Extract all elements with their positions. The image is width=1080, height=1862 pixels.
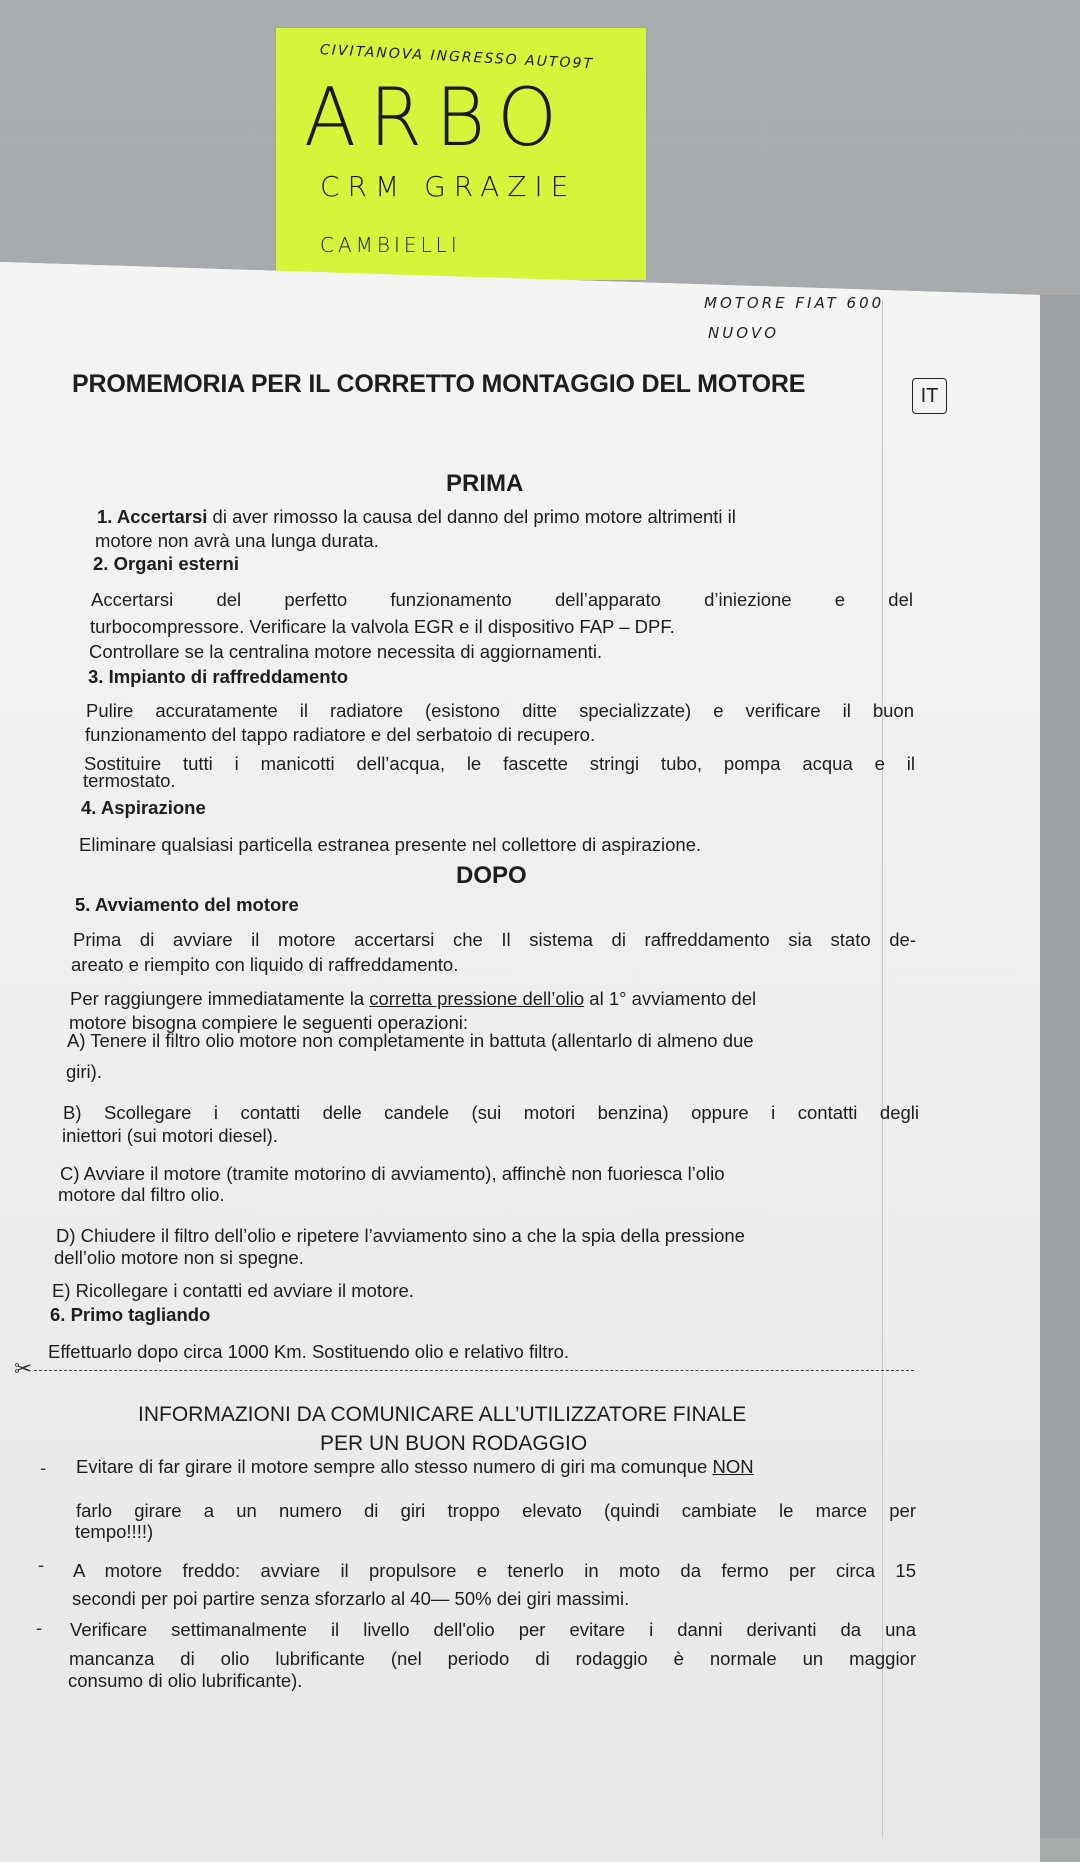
step-b-line1: B) Scollegare i contatti delle candele (sui motori benzina) oppure i contatti degli — [63, 1102, 919, 1123]
bullet2-line2: secondi per poi partire senza sforzarlo al 40— 50% dei giri massimi. — [72, 1588, 630, 1609]
item5-heading: 5. Avviamento del motore — [75, 894, 299, 915]
item2-heading: 2. Organi esterni — [93, 553, 239, 574]
bullet1-underlined-text: NON — [712, 1456, 754, 1477]
bullet3-line2: mancanza di olio lubrificante (nel periodo di rodaggio è normale un maggior — [69, 1648, 916, 1669]
item1-text: di aver rimosso la causa del danno del primo motore altrimenti il — [207, 506, 736, 527]
item1-line2: motore non avrà una lunga durata. — [95, 530, 379, 551]
item6-line1: Effettuarlo dopo circa 1000 Km. Sostituendo olio e relativo filtro. — [48, 1341, 570, 1362]
document-title: PROMEMORIA PER IL CORRETTO MONTAGGIO DEL MOTORE — [72, 370, 806, 398]
bullet1-line1 — [76, 1456, 916, 1478]
item3-line4: termostato. — [83, 770, 176, 791]
step-d-line2: dell’olio motore non si spegne. — [54, 1247, 304, 1268]
item6-heading: 6. Primo tagliando — [50, 1304, 211, 1325]
step-b-line2: iniettori (sui motori diesel). — [62, 1125, 278, 1146]
sticky-note — [276, 28, 646, 280]
sticky-note-line-name: ARBO — [304, 71, 571, 164]
item3-line2: funzionamento del tappo radiatore e del serbatoio di recupero. — [85, 724, 596, 745]
bullet1-line1-text: Evitare di far girare il motore sempre allo stesso numero di giri ma comunque — [76, 1456, 713, 1477]
item5-line3 — [70, 988, 918, 1010]
item3-line1: Pulire accuratamente il radiatore (esistono ditte specializzate) e verificare il buon — [86, 700, 914, 721]
bullet1-line2: farlo girare a un numero di giri troppo elevato (quindi cambiate le marce per — [76, 1500, 916, 1521]
item5-line3-start: Per raggiungere immediatamente la — [70, 988, 370, 1009]
bullet3-line1: Verificare settimanalmente il livello dell'olio per evitare i danni derivanti da una — [70, 1619, 916, 1640]
item5-underlined-text: corretta pressione dell’olio — [369, 988, 585, 1009]
step-c-line2: motore dal filtro olio. — [58, 1184, 225, 1205]
section-heading-prima: PRIMA — [446, 470, 524, 497]
handwritten-note-engine: MOTORE FIAT 600 — [704, 294, 885, 312]
item3-line3: Sostituire tutti i manicotti dell’acqua, le fascette stringi tubo, pompa acqua e il — [84, 753, 915, 774]
step-e-line1: E) Ricollegare i contatti ed avviare il motore. — [52, 1280, 414, 1301]
item5-line3-end: al 1° avviamento del — [584, 988, 757, 1009]
bullet-marker: - — [40, 1457, 47, 1478]
info-heading-line1: INFORMAZIONI DA COMUNICARE ALL’UTILIZZATORE FINALE — [138, 1403, 747, 1426]
sticky-note-line-signature: CAMBIELLI — [320, 233, 461, 257]
sticky-note-line-thanks: CRM GRAZIE — [320, 170, 577, 203]
bullet-marker: - — [38, 1554, 45, 1575]
language-badge: IT — [912, 378, 947, 414]
sticky-note-line-location: CIVITANOVA INGRESSO AUTO9T — [319, 42, 595, 73]
item5-line1: Prima di avviare il motore accertarsi che Il sistema di raffreddamento sia stato de- — [73, 929, 916, 950]
bullet-marker: - — [36, 1617, 43, 1638]
section-heading-dopo: DOPO — [456, 862, 527, 889]
scissors-icon: ✂ — [14, 1356, 33, 1381]
step-a-line1: A) Tenere il filtro olio motore non completamente in battuta (allentarlo di almeno due — [67, 1030, 754, 1051]
margin-line — [882, 300, 883, 1838]
step-a-line2: giri). — [66, 1061, 102, 1082]
item4-line1: Eliminare qualsiasi particella estranea presente nel collettore di aspirazione. — [79, 834, 702, 855]
cut-line — [34, 1370, 914, 1371]
step-c-line1: C) Avviare il motore (tramite motorino di avviamento), affinchè non fuoriesca l’olio — [60, 1163, 725, 1184]
item5-line4: motore bisogna compiere le seguenti operazioni: — [69, 1012, 469, 1033]
item2-line2: turbocompressore. Verificare la valvola EGR e il dispositivo FAP – DPF. — [90, 616, 675, 637]
item4-heading: 4. Aspirazione — [81, 797, 206, 818]
bullet1-line3: tempo!!!!) — [75, 1521, 154, 1542]
handwritten-note-new: NUOVO — [708, 324, 780, 342]
background-right-edge — [1040, 295, 1080, 1838]
info-heading-line2: PER UN BUON RODAGGIO — [320, 1432, 588, 1455]
item1-bold: 1. Accertarsi — [97, 506, 208, 527]
item5-line2: areato e riempito con liquido di raffreddamento. — [71, 954, 459, 975]
item3-heading: 3. Impianto di raffreddamento — [88, 666, 349, 687]
item2-line1: Accertarsi del perfetto funzionamento dell’apparato d’iniezione e del — [91, 589, 913, 610]
item2-line3: Controllare se la centralina motore necessita di aggiornamenti. — [89, 641, 603, 662]
step-d-line1: D) Chiudere il filtro dell’olio e ripetere l’avviamento sino a che la spia della pressione — [56, 1225, 745, 1246]
item1-line1 — [97, 506, 736, 528]
bullet3-line3: consumo di olio lubrificante). — [68, 1670, 303, 1691]
bullet2-line1: A motore freddo: avviare il propulsore e tenerlo in moto da fermo per circa 15 — [73, 1560, 916, 1581]
